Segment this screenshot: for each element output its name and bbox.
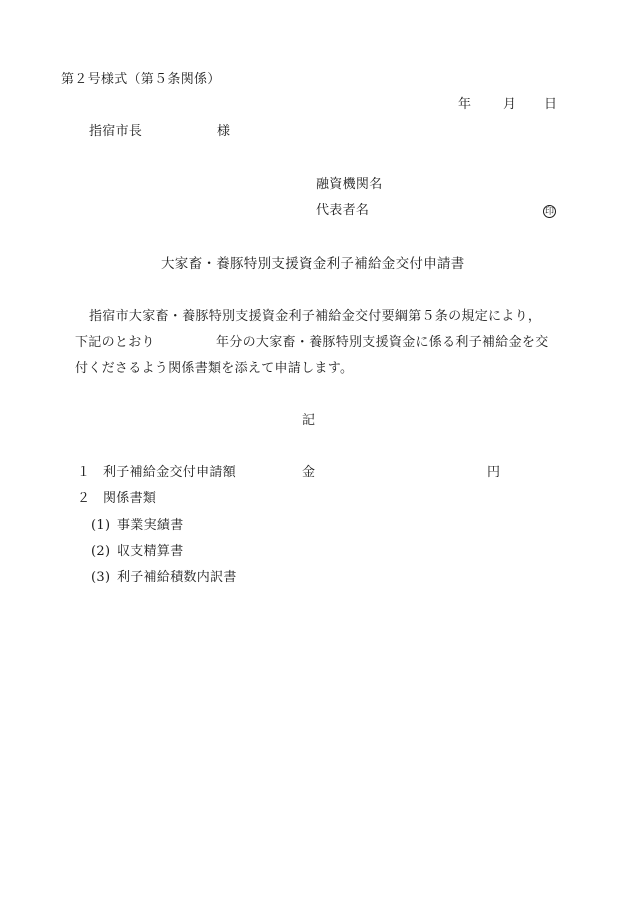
subitem-3-number: (3): [91, 570, 111, 585]
date-month-label: 月: [503, 97, 517, 112]
date-year-label: 年: [458, 97, 472, 112]
ki-heading: 記: [302, 413, 316, 428]
body-line-1: 指宿市大家畜・養豚特別支援資金利子補給金交付要綱第５条の規定により，: [89, 309, 542, 324]
seal-icon: 印: [544, 207, 554, 217]
subitem-1-number: (1): [91, 518, 111, 533]
subitem-1-label: 事業実績書: [117, 518, 184, 533]
item-1-label: 利子補給金交付申請額: [103, 465, 237, 480]
body-line-2-end: 年分の大家畜・養豚特別支援資金に係る利子補給金を交: [216, 335, 549, 350]
item-1-amount-suffix: 円: [487, 465, 501, 480]
seal-mark: [543, 204, 556, 218]
form-number: 第２号様式（第５条関係）: [61, 72, 221, 87]
date-day-label: 日: [544, 97, 558, 112]
item-2-label: 関係書類: [103, 491, 157, 506]
representative-name-label: 代表者名: [316, 203, 370, 218]
item-1-number: １: [77, 465, 91, 480]
subitem-2-label: 収支精算書: [117, 544, 184, 559]
addressee-name: 指宿市長: [89, 124, 143, 139]
body-line-3: 付くださるよう関係書類を添えて申請します。: [75, 361, 354, 376]
subitem-3-label: 利子補給積数内訳書: [117, 570, 237, 585]
document-title: 大家畜・養豚特別支援資金利子補給金交付申請書: [161, 256, 465, 272]
institution-name-label: 融資機関名: [316, 177, 383, 192]
addressee-honorific: 様: [217, 124, 231, 139]
item-2-number: ２: [77, 491, 91, 506]
subitem-2-number: (2): [91, 544, 111, 559]
item-1-amount-prefix: 金: [302, 465, 316, 480]
body-line-2-start: 下記のとおり: [75, 335, 155, 350]
